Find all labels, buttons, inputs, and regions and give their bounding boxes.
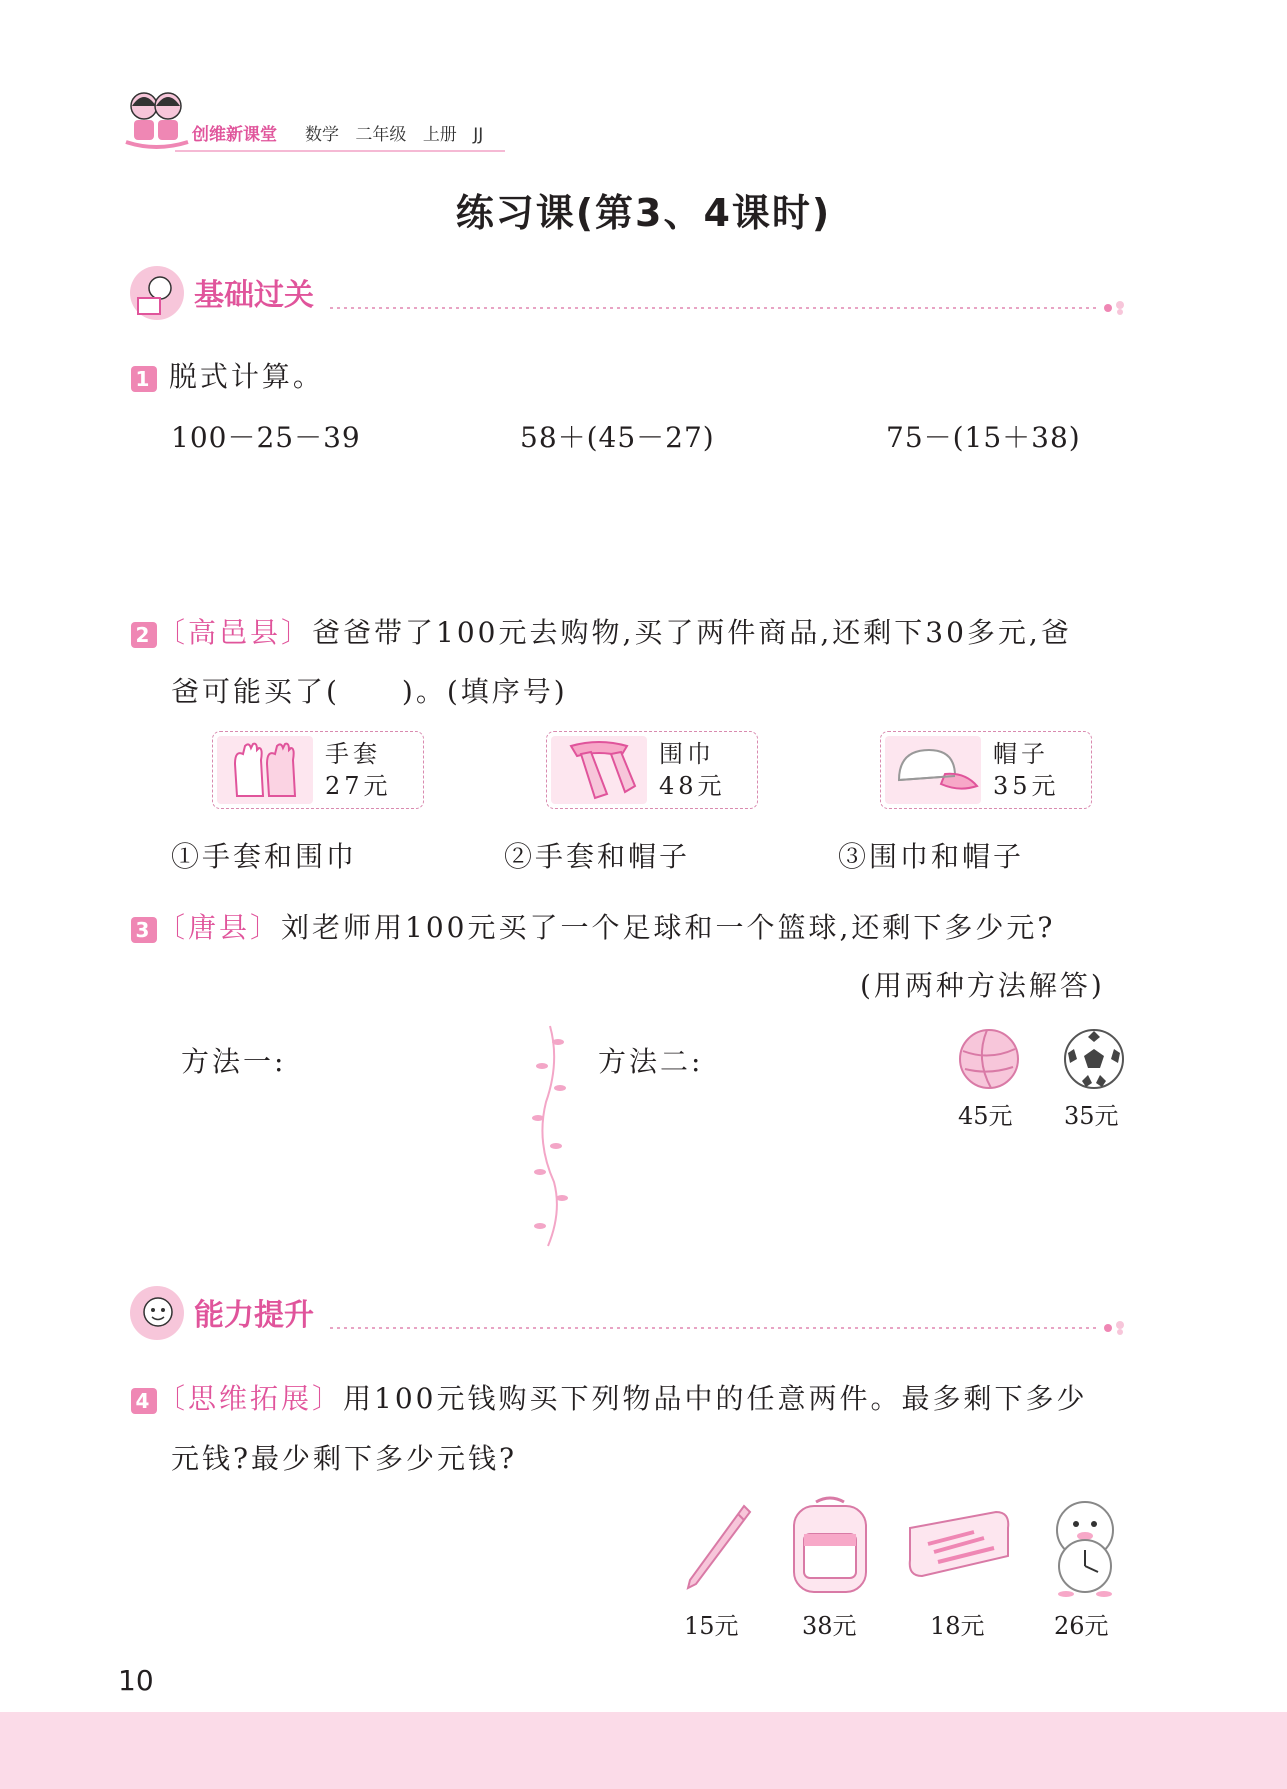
section-ability-title: 能力提升	[194, 1298, 314, 1333]
q3-number-badge: 3	[131, 917, 157, 943]
q2-item-cap-name: 帽子	[993, 740, 1049, 768]
q2-option-3: ③围巾和帽子	[838, 840, 1025, 873]
q4-price-pencil-case: 18元	[930, 1612, 985, 1640]
backpack-icon	[780, 1494, 880, 1598]
header-grade: 二年级	[355, 125, 407, 145]
basketball-icon	[957, 1027, 1021, 1091]
q3-note: (用两种方法解答)	[860, 969, 1105, 1002]
section-basic-title: 基础过关	[194, 278, 314, 313]
q3-text: 刘老师用100元买了一个足球和一个篮球,还剩下多少元?	[281, 911, 1056, 944]
duck-clock-icon	[1040, 1494, 1130, 1598]
section-basic-divider	[330, 300, 1130, 314]
q4-region-tag: 〔思维拓展〕	[157, 1382, 344, 1415]
header-subject: 数学	[305, 125, 339, 145]
q2-prompt-line1	[131, 611, 1072, 651]
q2-option-1: ①手套和围巾	[171, 840, 358, 873]
q4-price-backpack: 38元	[802, 1612, 857, 1640]
q2-item-scarf	[546, 731, 758, 809]
q4-text-line2: 元钱?最少剩下多少元钱?	[171, 1442, 518, 1475]
q4-text-line1: 用100元钱购买下列物品中的任意两件。最多剩下多少	[343, 1382, 1088, 1415]
section-ability-divider	[330, 1320, 1130, 1334]
q2-item-gloves-price: 27元	[325, 772, 392, 800]
pencil-case-icon	[904, 1508, 1014, 1584]
q4-price-duck-clock: 26元	[1054, 1612, 1109, 1640]
q3-region-tag: 〔唐县〕	[157, 911, 282, 944]
q1-prompt	[131, 355, 324, 395]
q2-item-cap-price: 35元	[993, 772, 1060, 800]
q2-item-cap-text	[993, 738, 1060, 802]
cap-icon	[885, 736, 981, 804]
soccer-ball-icon	[1062, 1027, 1126, 1091]
section-ability-icon	[128, 1284, 186, 1342]
header-volume: 上册	[422, 125, 457, 145]
q3-method-1-label: 方法一:	[181, 1045, 287, 1078]
q2-number-badge: 2	[131, 622, 157, 648]
q3-method-2-label: 方法二:	[598, 1045, 704, 1078]
q2-region-tag: 〔高邑县〕	[157, 616, 313, 649]
q3-price-basketball: 45元	[958, 1102, 1013, 1130]
q1-expr-2: 58＋(45－27)	[520, 421, 715, 454]
q1-expr-1: 100－25－39	[171, 421, 361, 454]
header-meta	[305, 120, 494, 145]
q3-prompt	[131, 906, 1055, 946]
gloves-icon	[217, 736, 313, 804]
q1-text: 脱式计算。	[168, 360, 324, 393]
header-underline	[175, 150, 505, 152]
q2-option-2: ②手套和帽子	[504, 840, 691, 873]
page-title: 练习课(第3、4课时)	[455, 191, 832, 235]
q2-item-cap	[880, 731, 1092, 809]
scarf-icon	[551, 736, 647, 804]
q4-prompt-line1	[131, 1377, 1087, 1417]
q2-item-scarf-price: 48元	[659, 772, 726, 800]
header-kids-logo	[122, 86, 192, 152]
section-basic-icon	[128, 264, 186, 322]
q1-number-badge: 1	[131, 366, 157, 392]
q2-text-line2: 爸可能买了( )。(填序号)	[171, 675, 568, 708]
q2-item-gloves	[212, 731, 424, 809]
vine-divider-icon	[528, 1022, 572, 1250]
header-edition: JJ	[473, 125, 484, 145]
q2-item-scarf-name: 围巾	[659, 740, 715, 768]
q2-item-gloves-text	[325, 738, 392, 802]
footer-band	[0, 1712, 1287, 1789]
q2-text-line1: 爸爸带了100元去购物,买了两件商品,还剩下30多元,爸	[312, 616, 1072, 649]
header-brand: 创维新课堂	[192, 125, 277, 145]
q4-number-badge: 4	[131, 1388, 157, 1414]
page-number: 10	[118, 1664, 154, 1697]
q1-expr-3: 75－(15＋38)	[886, 421, 1081, 454]
q3-price-soccer: 35元	[1064, 1102, 1119, 1130]
q2-item-scarf-text	[659, 738, 726, 802]
pen-icon	[682, 1502, 752, 1592]
q4-price-pen: 15元	[684, 1612, 739, 1640]
q2-item-gloves-name: 手套	[325, 740, 381, 768]
